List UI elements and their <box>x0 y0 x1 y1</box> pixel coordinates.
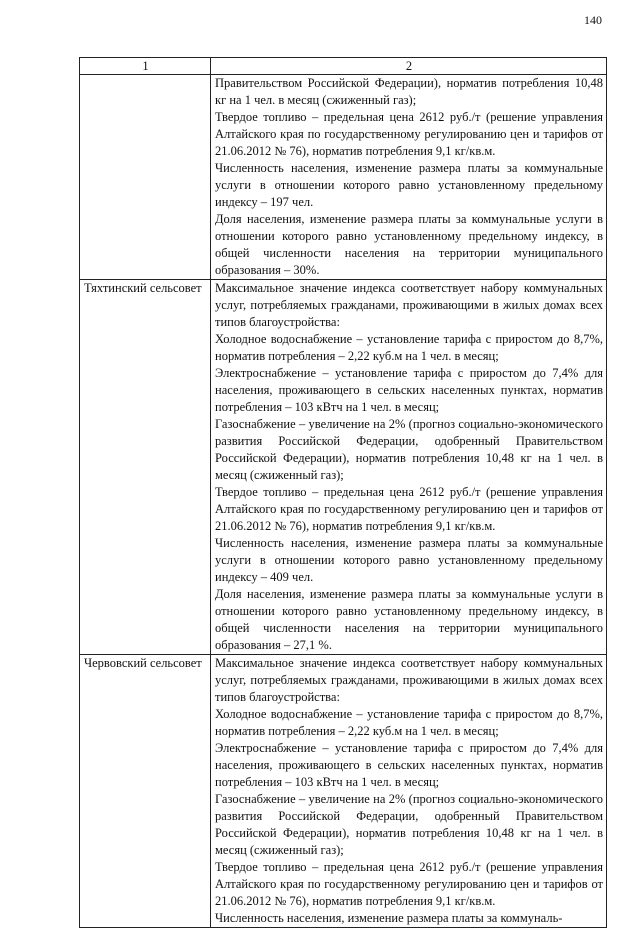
column-header-2: 2 <box>211 58 607 75</box>
description-cell <box>211 280 607 655</box>
paragraph: Газоснабжение – увеличение на 2% (прогноз социально-экономического развития Российской Федерации, одобренный Правительством Российской Федерации), норматив потребления 10,48 кг на 1 чел. в месяц (сжиженный газ); <box>215 417 603 482</box>
paragraph: Газоснабжение – увеличение на 2% (прогноз социально-экономического развития Российской Федерации, одобренный Правительством Российской Федерации), норматив потребления 10,48 кг на 1 чел. в месяц (сжиженный газ); <box>215 792 603 857</box>
paragraph: Электроснабжение – установление тарифа с приростом до 7,4% для населения, проживающего в сельских населенных пунктах, норматив потребления – 103 кВтч на 1 чел. в месяц; <box>215 366 603 414</box>
paragraph: Численность населения, изменение размера платы за коммунальные услуги в отношении которого равно установленному предельному индексу – 409 чел. <box>215 536 603 584</box>
paragraph: Твердое топливо – предельная цена 2612 руб./т (решение управления Алтайского края по государственному регулированию цен и тарифов от 21.06.2012 № 76), норматив потребления 9,1 кг/кв.м. <box>215 485 603 533</box>
municipality-cell <box>80 75 211 280</box>
table-row <box>80 75 607 280</box>
paragraph: Правительством Российской Федерации), норматив потребления 10,48 кг на 1 чел. в месяц (сжиженный газ); <box>215 76 603 107</box>
paragraph: Электроснабжение – установление тарифа с приростом до 7,4% для населения, проживающего в сельских населенных пунктах, норматив потребления – 103 кВтч на 1 чел. в месяц; <box>215 741 603 789</box>
paragraph: Холодное водоснабжение – установление тарифа с приростом до 8,7%, норматив потребления – 2,22 куб.м на 1 чел. в месяц; <box>215 707 603 738</box>
table-header-row <box>80 58 607 75</box>
paragraph: Численность населения, изменение размера платы за коммунальные услуги в отношении которого равно установленному предельному индексу – 197 чел. <box>215 161 603 209</box>
paragraph: Твердое топливо – предельная цена 2612 руб./т (решение управления Алтайского края по государственному регулированию цен и тарифов от 21.06.2012 № 76), норматив потребления 9,1 кг/кв.м. <box>215 110 603 158</box>
municipality-name: Червовский сельсовет <box>84 656 202 670</box>
paragraph: Доля населения, изменение размера платы за коммунальные услуги в отношении которого равно установленному предельному индексу, в общей численности населения на территории муниципального образования – 30%. <box>215 212 603 277</box>
table-row <box>80 280 607 655</box>
municipality-cell <box>80 655 211 928</box>
paragraph: Численность населения, изменение размера платы за коммуналь- <box>215 911 563 925</box>
table-row <box>80 655 607 928</box>
page-number: 140 <box>584 13 602 27</box>
data-table <box>79 57 607 928</box>
description-cell <box>211 75 607 280</box>
paragraph: Максимальное значение индекса соответствует набору коммунальных услуг, потребляемых гражданами, проживающими в жилых домах всех типов благоустройства: <box>215 656 603 704</box>
municipality-cell <box>80 280 211 655</box>
municipality-name: Тяхтинский сельсовет <box>84 281 202 295</box>
paragraph: Твердое топливо – предельная цена 2612 руб./т (решение управления Алтайского края по государственному регулированию цен и тарифов от 21.06.2012 № 76), норматив потребления 9,1 кг/кв.м. <box>215 860 603 908</box>
description-cell <box>211 655 607 928</box>
paragraph: Максимальное значение индекса соответствует набору коммунальных услуг, потребляемых гражданами, проживающими в жилых домах всех типов благоустройства: <box>215 281 603 329</box>
paragraph: Доля населения, изменение размера платы за коммунальные услуги в отношении которого равно установленному предельному индексу, в общей численности населения на территории муниципального образования – 27,1 %. <box>215 587 603 652</box>
paragraph: Холодное водоснабжение – установление тарифа с приростом до 8,7%, норматив потребления – 2,22 куб.м на 1 чел. в месяц; <box>215 332 603 363</box>
column-header-1: 1 <box>80 58 211 75</box>
